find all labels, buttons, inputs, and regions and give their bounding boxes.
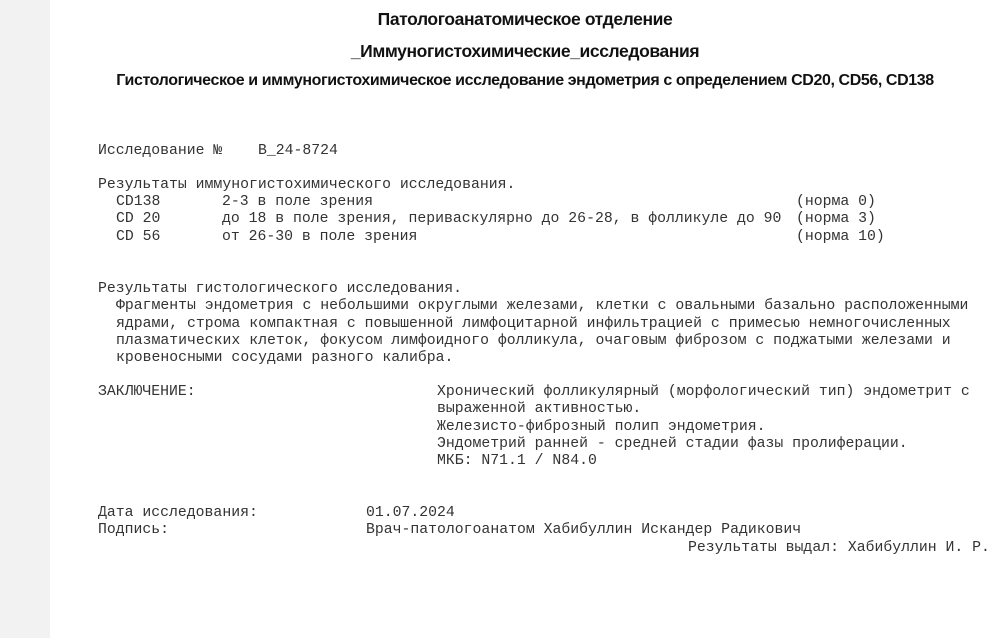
ihc-norm: (норма 10) <box>796 229 885 245</box>
ihc-marker: CD 56 <box>116 229 161 245</box>
section-title: _Иммуногистохимические_исследования <box>350 41 700 61</box>
histology-line: ядрами, строма компактная с повышенной лимфоцитарной инфильтрацией с примесью немногочисленных <box>116 316 951 332</box>
ihc-result: 2-3 в поле зрения <box>222 194 373 210</box>
date-value: 01.07.2024 <box>366 505 455 521</box>
ihc-marker: CD 20 <box>116 211 161 227</box>
conclusion-line: выраженной активностью. <box>437 401 642 417</box>
ihc-result: от 26-30 в поле зрения <box>222 229 418 245</box>
conclusion-line: Эндометрий ранней - средней стадии фазы пролиферации. <box>437 436 908 452</box>
department-title: Патологоанатомическое отделение <box>377 9 673 29</box>
histology-line: Фрагменты эндометрия с небольшими округлыми железами, клетки с овальными базально расположенными <box>116 298 969 314</box>
ihc-marker: CD138 <box>116 194 161 210</box>
ihc-title: Результаты иммуногистохимического исследования. <box>98 177 516 193</box>
date-label: Дата исследования: <box>98 505 258 521</box>
signature-label: Подпись: <box>98 522 170 538</box>
ihc-result: до 18 в поле зрения, периваскулярно до 26-28, в фолликуле до 90 <box>222 211 782 227</box>
signature-value: Врач-патологоанатом Хабибуллин Искандер Радикович <box>366 522 802 538</box>
study-title: Гистологическое и иммуногистохимическое исследование эндометрия с определением CD20, CD56, CD138 <box>116 72 934 89</box>
histology-line: кровеносными сосудами разного калибра. <box>116 350 454 366</box>
conclusion-line: Железисто-фиброзный полип эндометрия. <box>437 419 766 435</box>
study-number-value: В_24-8724 <box>258 143 338 159</box>
histology-title: Результаты гистологического исследования. <box>98 281 463 297</box>
conclusion-label: ЗАКЛЮЧЕНИЕ: <box>98 384 196 400</box>
ihc-norm: (норма 0) <box>796 194 876 210</box>
conclusion-line: Хронический фолликулярный (морфологический тип) эндометрит с <box>437 384 970 400</box>
histology-line: плазматических клеток, фокусом лимфоидного фолликула, очаговым фиброзом с поджатыми железами и <box>116 333 951 349</box>
ihc-norm: (норма 3) <box>796 211 876 227</box>
icd-codes: МКБ: N71.1 / N84.0 <box>437 453 597 469</box>
study-number-label: Исследование № <box>98 143 223 159</box>
issued-by: Результаты выдал: Хабибуллин И. Р. <box>688 540 990 556</box>
